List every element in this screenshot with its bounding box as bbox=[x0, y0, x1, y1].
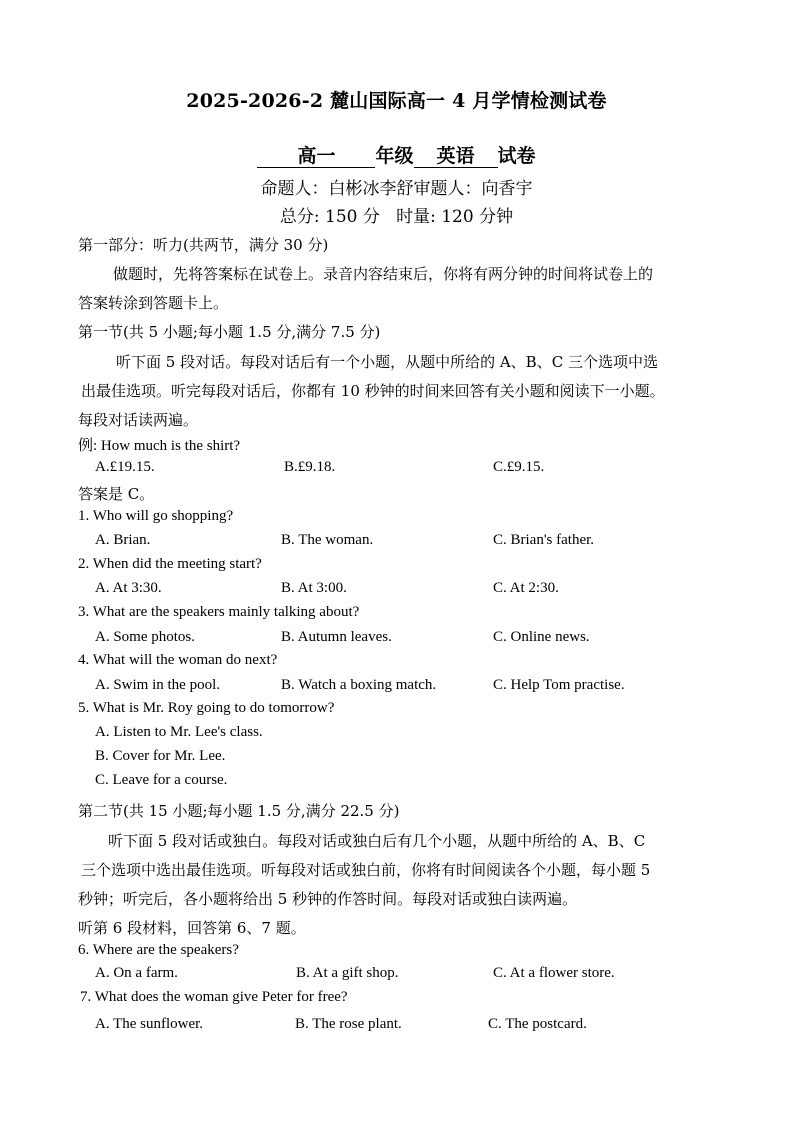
section2-instruction-line2: 三个选项中选出最佳选项。听每段对话或独白前，你将有时间阅读各个小题，每小题 5 bbox=[81, 861, 651, 879]
question-2: 2. When did the meeting start? bbox=[78, 556, 262, 572]
question-6: 6. Where are the speakers? bbox=[78, 942, 239, 958]
part1-instruction-line2: 答案转涂到答题卡上。 bbox=[78, 294, 229, 312]
score-time-line: 总分: 150 分 时量: 120 分钟 bbox=[279, 207, 514, 227]
paper-label: 试卷 bbox=[497, 145, 536, 167]
question-5: 5. What is Mr. Roy going to do tomorrow? bbox=[78, 700, 335, 716]
question-7-option-b: B. The rose plant. bbox=[295, 1016, 402, 1032]
question-4: 4. What will the woman do next? bbox=[78, 652, 278, 668]
question-7-option-a: A. The sunflower. bbox=[95, 1016, 204, 1032]
question-3: 3. What are the speakers mainly talking about? bbox=[78, 604, 360, 620]
question-2-option-b: B. At 3:00. bbox=[281, 580, 347, 596]
question-3-option-c: C. Online news. bbox=[493, 629, 590, 645]
question-1-option-a: A. Brian. bbox=[95, 532, 151, 548]
section2-instruction-line3: 秒钟；听完后，各小题将给出 5 秒钟的作答时间。每段对话或独白读两遍。 bbox=[78, 890, 578, 908]
question-2-option-a: A. At 3:30. bbox=[95, 580, 162, 596]
question-5-option-a: A. Listen to Mr. Lee's class. bbox=[95, 724, 263, 740]
question-4-option-a: A. Swim in the pool. bbox=[95, 677, 221, 693]
section2-instruction-line1: 听下面 5 段对话或独白。每段对话或独白后有几个小题，从题中所给的 A、B、C bbox=[108, 832, 646, 850]
question-5-option-c: C. Leave for a course. bbox=[95, 772, 228, 788]
section1-instruction-line1: 听下面 5 段对话。每段对话后有一个小题，从题中所给的 A、B、C 三个选项中选 bbox=[116, 353, 658, 371]
question-6-option-c: C. At a flower store. bbox=[493, 965, 615, 981]
material-6-note: 听第 6 段材料，回答第 6、7 题。 bbox=[78, 919, 306, 937]
section1-instruction-line2: 出最佳选项。听完每段对话后，你都有 10 秒钟的时间来回答有关小题和阅读下一小题。 bbox=[81, 382, 665, 400]
example-option-c: C.£9.15. bbox=[493, 459, 545, 475]
section2-heading: 第二节(共 15 小题;每小题 1.5 分,满分 22.5 分) bbox=[78, 802, 400, 820]
section1-heading: 第一节(共 5 小题;每小题 1.5 分,满分 7.5 分) bbox=[78, 323, 381, 341]
question-1: 1. Who will go shopping? bbox=[78, 508, 234, 524]
author-line: 命题人：白彬冰李舒审题人：向香宇 bbox=[260, 179, 533, 199]
example-option-a: A.£19.15. bbox=[95, 459, 155, 475]
question-3-option-b: B. Autumn leaves. bbox=[281, 629, 392, 645]
example-option-b: B.£9.18. bbox=[284, 459, 336, 475]
question-4-option-b: B. Watch a boxing match. bbox=[281, 677, 437, 693]
question-4-option-c: C. Help Tom practise. bbox=[493, 677, 625, 693]
example-answer: 答案是 C。 bbox=[78, 485, 155, 503]
exam-subtitle bbox=[0, 141, 793, 168]
example-question: 例: How much is the shirt? bbox=[78, 438, 241, 454]
question-1-option-b: B. The woman. bbox=[281, 532, 374, 548]
grade-label: 年级 bbox=[375, 145, 414, 167]
grade-blank: 高一 bbox=[257, 145, 375, 168]
section1-instruction-line3: 每段对话读两遍。 bbox=[78, 411, 199, 429]
question-7-option-c: C. The postcard. bbox=[488, 1016, 587, 1032]
question-3-option-a: A. Some photos. bbox=[95, 629, 196, 645]
exam-title: 2025-2026-2 麓山国际高一 4 月学情检测试卷 bbox=[186, 90, 607, 112]
question-6-option-a: A. On a farm. bbox=[95, 965, 178, 981]
question-1-option-c: C. Brian's father. bbox=[493, 532, 595, 548]
question-2-option-c: C. At 2:30. bbox=[493, 580, 559, 596]
question-5-option-b: B. Cover for Mr. Lee. bbox=[95, 748, 226, 764]
question-6-option-b: B. At a gift shop. bbox=[296, 965, 399, 981]
question-7: 7. What does the woman give Peter for free? bbox=[80, 989, 348, 1005]
part1-heading: 第一部分：听力(共两节，满分 30 分) bbox=[78, 236, 329, 254]
subject-blank: 英语 bbox=[414, 145, 498, 168]
part1-instruction-line1: 做题时，先将答案标在试卷上。录音内容结束后，你将有两分钟的时间将试卷上的 bbox=[113, 265, 654, 283]
